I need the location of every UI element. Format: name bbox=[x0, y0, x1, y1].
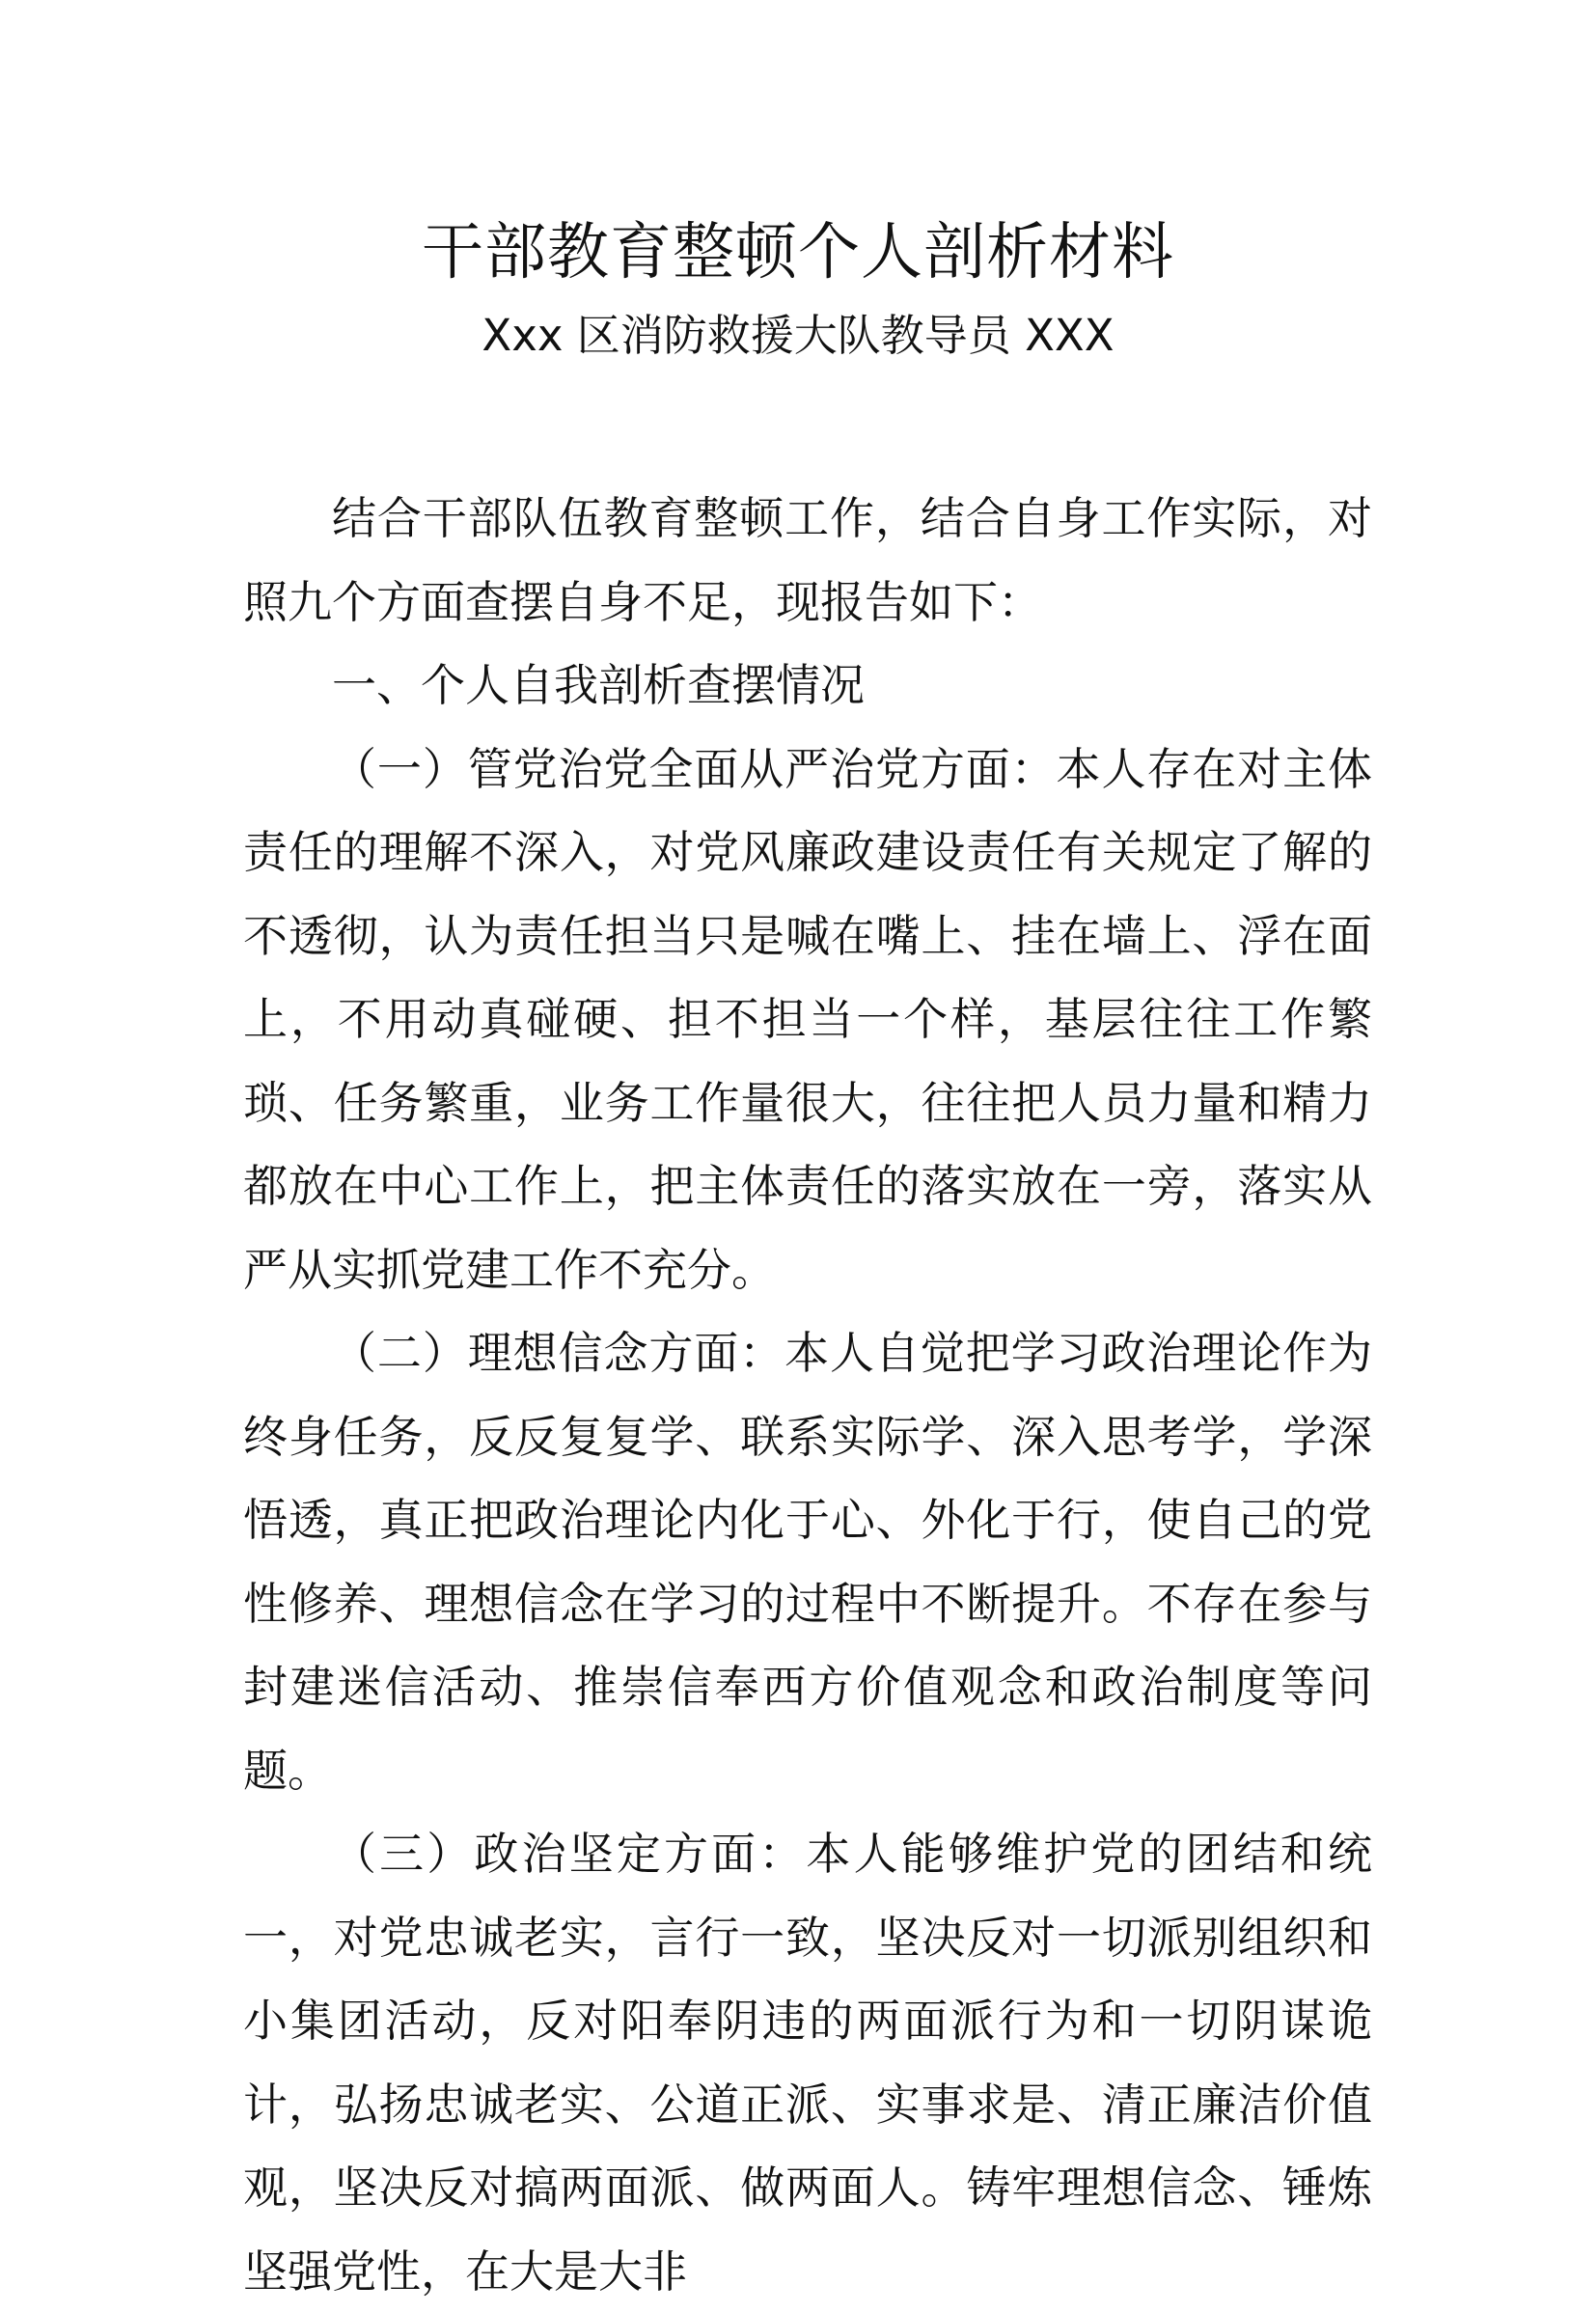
intro-paragraph: 结合干部队伍教育整顿工作，结合自身工作实际，对照九个方面查摆自身不足，现报告如下： bbox=[243, 492, 1372, 628]
paragraph-ideals-beliefs: （二）理想信念方面：本人自觉把学习政治理论作为终身任务，反反复复学、联系实际学、深入思考学，学深悟透，真正把政治理论内化于心、外化于行，使自己的党性修养、理想信念在学习的过程中不断提升。不存在参与封建迷信活动、推崇信奉西方价值观念和政治制度等问题。 bbox=[243, 1327, 1372, 1797]
document-title: 干部教育整顿个人剖析材料 bbox=[422, 217, 1174, 289]
author-line: Xxx 区消防救援大队教导员 XXX bbox=[482, 310, 1114, 361]
document-body bbox=[243, 477, 1372, 2313]
paragraph-party-governance: （一）管党治党全面从严治党方面：本人存在对主体责任的理解不深入，对党风廉政建设责任有关规定了解的不透彻，认为责任担当只是喊在嘴上、挂在墙上、浮在面上，不用动真碰硬、担不担当一个样，基层往往工作繁琐、任务繁重，业务工作量很大，往往把人员力量和精力都放在中心工作上，把主体责任的落实放在一旁，落实从严从实抓党建工作不充分。 bbox=[243, 742, 1372, 1296]
paragraph-political-firmness: （三）政治坚定方面：本人能够维护党的团结和统一，对党忠诚老实，言行一致，坚决反对一切派别组织和小集团活动，反对阳奉阴违的两面派行为和一切阴谋诡计，弘扬忠诚老实、公道正派、实事求是、清正廉洁价值观，坚决反对搞两面派、做两面人。铸牢理想信念、锤炼坚强党性，在大是大非 bbox=[243, 1828, 1372, 2298]
section-heading: 一、个人自我剖析查摆情况 bbox=[332, 659, 865, 711]
